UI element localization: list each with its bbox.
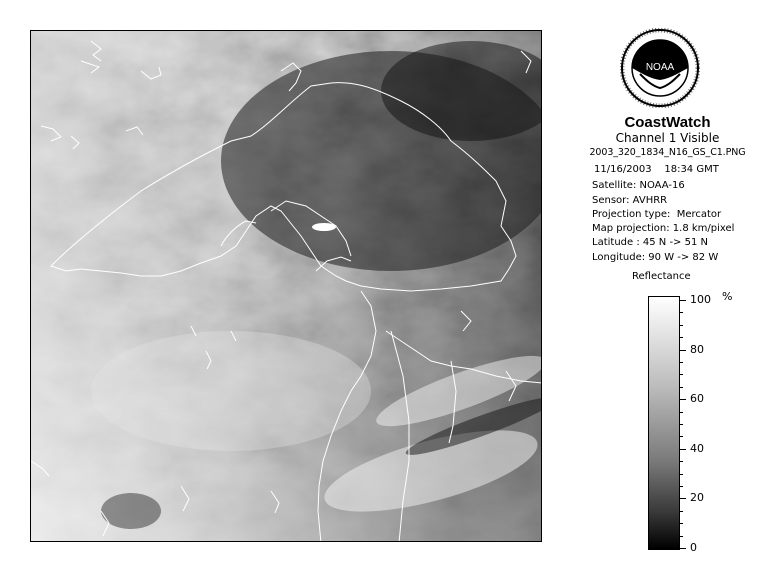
legend-tick — [680, 548, 686, 549]
legend-tick-label: 100 — [690, 293, 711, 306]
legend-title: Reflectance — [632, 271, 691, 282]
noaa-logo — [620, 28, 700, 108]
legend-minor-tick — [680, 436, 683, 437]
reflectance-colorbar — [648, 296, 680, 550]
legend-tick-label: 0 — [690, 541, 697, 554]
legend-minor-tick — [680, 523, 683, 524]
legend-minor-tick — [680, 536, 683, 537]
legend-tick — [680, 399, 686, 400]
map-projection-info: Map projection: 1.8 km/pixel — [592, 223, 735, 234]
legend-minor-tick — [680, 486, 683, 487]
acquisition-datetime: 11/16/2003 18:34 GMT — [594, 164, 719, 175]
legend-tick-label: 60 — [690, 392, 704, 406]
legend-minor-tick — [680, 461, 683, 462]
latitude-range: Latitude : 45 N -> 51 N — [592, 237, 708, 248]
noaa-logo-text: NOAA — [645, 62, 675, 73]
legend-tick-label: 40 — [690, 441, 704, 455]
satellite-image — [31, 31, 542, 542]
legend-tick — [680, 350, 686, 351]
app-title: CoastWatch — [624, 114, 711, 131]
channel-label: Channel 1 Visible — [615, 131, 720, 145]
satellite-info: Satellite: NOAA-16 — [592, 180, 685, 191]
legend-minor-tick — [680, 362, 683, 363]
legend-tick — [680, 449, 686, 450]
legend-minor-tick — [680, 325, 683, 326]
legend-minor-tick — [680, 424, 683, 425]
satellite-map[interactable] — [30, 30, 542, 542]
legend-unit: % — [722, 290, 733, 303]
legend-minor-tick — [680, 337, 683, 338]
image-filename: 2003_320_1834_N16_GS_C1.PNG — [589, 147, 746, 158]
legend-minor-tick — [680, 387, 683, 388]
legend-tick-label: 80 — [690, 342, 704, 356]
longitude-range: Longitude: 90 W -> 82 W — [592, 252, 719, 263]
legend-minor-tick — [680, 511, 683, 512]
legend-minor-tick — [680, 412, 683, 413]
sensor-info: Sensor: AVHRR — [592, 195, 668, 206]
bright-patch — [312, 223, 336, 231]
legend-minor-tick — [680, 312, 683, 313]
legend-tick — [680, 498, 686, 499]
legend-minor-tick — [680, 474, 683, 475]
legend-tick-label: 20 — [690, 491, 704, 505]
legend-tick — [680, 300, 686, 301]
projection-type-info: Projection type: Mercator — [592, 209, 722, 220]
legend-minor-tick — [680, 374, 683, 375]
